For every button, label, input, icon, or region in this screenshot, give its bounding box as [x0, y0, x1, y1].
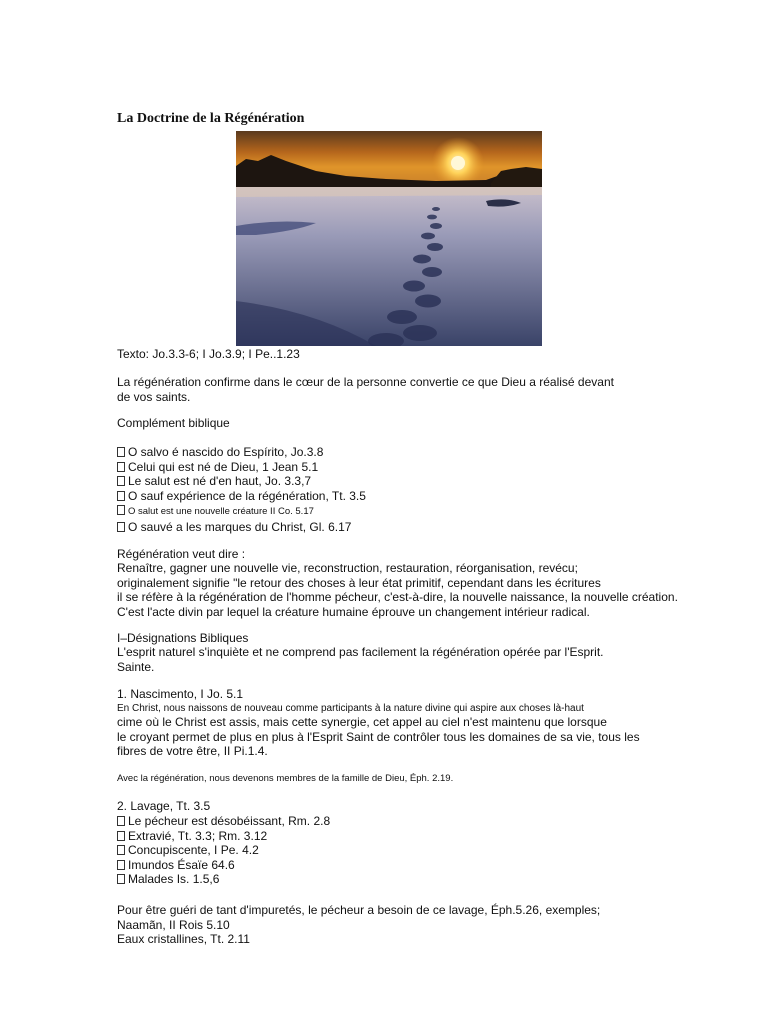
closing-line: Naamãn, II Rois 5.10: [117, 917, 230, 932]
intro-paragraph: [117, 375, 614, 404]
designations-paragraph: [117, 645, 604, 674]
list-item: Le pécheur est désobéissant, Rm. 2.8: [117, 814, 330, 829]
bullet-box-icon: [117, 491, 125, 501]
regen-paragraph: [117, 561, 678, 619]
lavage-heading: 2. Lavage, Tt. 3.5: [117, 799, 211, 813]
bullet-box-icon: [117, 505, 125, 515]
bullet-box-icon: [117, 845, 125, 855]
intro-line: de vos saints.: [117, 389, 191, 404]
nascimento-line: le croyant permet de plus en plus à l'Esprit Saint de contrôler tous les domaines de sa vie, tous les: [117, 729, 640, 744]
closing-line: Eaux cristallines, Tt. 2.11: [117, 932, 250, 946]
closing-paragraph: [117, 903, 600, 947]
texto-reference: Texto: Jo.3.3-6; I Jo.3.9; I Pe..1.23: [117, 347, 300, 361]
nascimento-paragraph: [117, 715, 640, 759]
list-item: Extravié, Tt. 3.3; Rm. 3.12: [117, 829, 330, 844]
list-item: Concupiscente, I Pe. 4.2: [117, 843, 330, 858]
closing-line: Pour être guéri de tant d'impuretés, le pécheur a besoin de ce lavage, Éph.5.26, exemples;: [117, 903, 601, 917]
regen-line: C'est l'acte divin par lequel la créature humaine éprouve un changement intérieur radical.: [117, 604, 590, 619]
designations-line: Sainte.: [117, 659, 155, 674]
list-item: O sauf expérience de la régénération, Tt. 3.5: [117, 489, 366, 504]
regen-line: originalement signifie "le retour des choses à leur état primitif, cependant dans les écritures: [117, 575, 601, 590]
list-item: O salvo é nascido do Espírito, Jo.3.8: [117, 445, 366, 460]
bullet-box-icon: [117, 447, 125, 457]
nascimento-heading: 1. Nascimento, I Jo. 5.1: [117, 687, 244, 701]
regen-line: il se réfère à la régénération de l'homme pécheur, c'est-à-dire, la nouvelle naissance, la nouvelle création.: [117, 590, 678, 604]
nascimento-line: fibres de votre être, II Pi.1.4.: [117, 744, 268, 758]
bullet-box-icon: [117, 874, 125, 884]
complement-list: [117, 445, 366, 534]
lavage-list: [117, 814, 330, 887]
list-item: O salut est une nouvelle créature II Co. 5.17: [117, 503, 366, 520]
nascimento-line: cime où le Christ est assis, mais cette synergie, cet appel au ciel n'est maintenu que lorsque: [117, 715, 607, 729]
designations-heading: I–Désignations Bibliques: [117, 631, 249, 645]
nascimento-small-line: En Christ, nous naissons de nouveau comme participants à la nature divine qui aspire aux choses là-haut: [117, 703, 584, 714]
bullet-box-icon: [117, 816, 125, 826]
designations-line: L'esprit naturel s'inquiète et ne comprend pas facilement la régénération opérée par l'Esprit.: [117, 645, 604, 659]
intro-line: La régénération confirme dans le cœur de la personne convertie ce que Dieu a réalisé devant: [117, 375, 614, 389]
bullet-box-icon: [117, 462, 125, 472]
page-title: La Doctrine de la Régénération: [117, 111, 305, 126]
bullet-box-icon: [117, 860, 125, 870]
list-item: Imundos Ésaïe 64.6: [117, 858, 330, 873]
bullet-box-icon: [117, 831, 125, 841]
list-item: Malades Is. 1.5,6: [117, 872, 330, 887]
regen-line: Renaître, gagner une nouvelle vie, reconstruction, restauration, réorganisation, revécu;: [117, 561, 578, 575]
regen-heading: Régénération veut dire :: [117, 547, 246, 561]
list-item: Celui qui est né de Dieu, 1 Jean 5.1: [117, 460, 366, 475]
list-item: Le salut est né d'en haut, Jo. 3.3,7: [117, 474, 366, 489]
complement-heading: Complément biblique: [117, 416, 230, 430]
bullet-box-icon: [117, 476, 125, 486]
snow-footprints-sunset-photo: [236, 131, 542, 346]
list-item: O sauvé a les marques du Christ, Gl. 6.17: [117, 520, 366, 535]
bullet-box-icon: [117, 522, 125, 532]
famille-note: Avec la régénération, nous devenons membres de la famille de Dieu, Éph. 2.19.: [117, 773, 454, 784]
